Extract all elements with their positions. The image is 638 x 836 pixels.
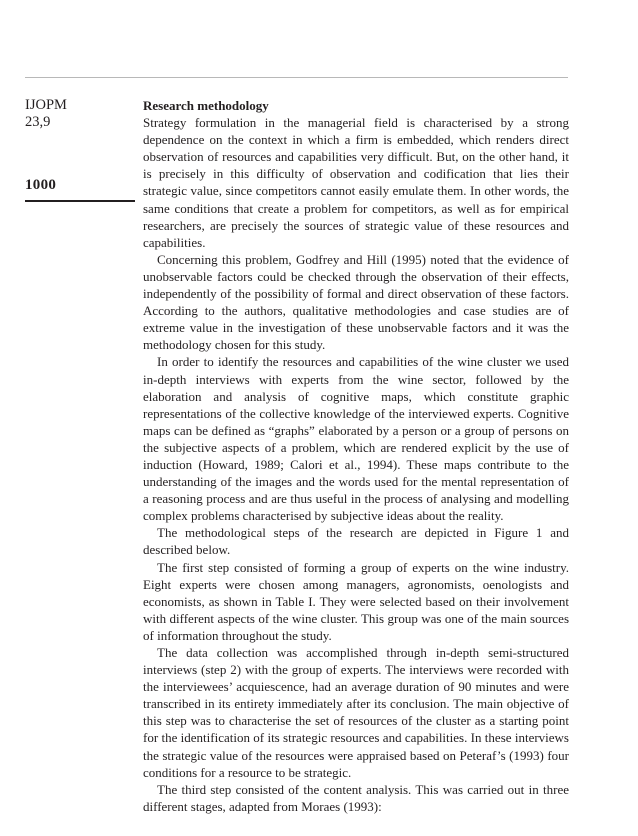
paragraph: The methodological steps of the research are depicted in Figure 1 and described below.	[143, 525, 569, 558]
page-number: 1000	[25, 177, 57, 193]
volume-issue: 23,9	[25, 114, 51, 130]
header-rule	[25, 77, 568, 78]
section-heading: Research methodology	[143, 98, 269, 113]
paragraph: In order to identify the resources and capabilities of the wine cluster we used in-depth interviews with experts from the wine sector, followed by the elaboration and analysis of cognitive maps, which constitute graphic representations of the collective knowledge of the interviewed experts. Cognitive maps can be defined as “graphs” elaborated by a person or a group of persons on the subjective aspects of a problem, which are rendered explicit by the use of induction (Howard, 1989; Calori et al., 1994). These maps contribute to the understanding of the images and the words used for the mental representation of a reasoning process and are thus useful in the process of analysing and modelling complex problems characterised by subjective ideas about the reality.	[143, 354, 569, 524]
article-body	[143, 97, 569, 815]
page-number-rule	[25, 200, 135, 202]
paragraph: The third step consisted of the content analysis. This was carried out in three different stages, adapted from Moraes (1993):	[143, 781, 569, 814]
journal-name: IJOPM	[25, 97, 67, 113]
paragraph: Concerning this problem, Godfrey and Hill (1995) noted that the evidence of unobservable factors could be checked through the observation of their effects, independently of the possibility of formal and direct observation of these factors. According to the authors, qualitative methodologies and case studies are of extreme value in the investigation of these unobservable factors and it was the methodology chosen for this study.	[143, 251, 569, 353]
paragraph: The data collection was accomplished through in-depth semi-structured interviews (step 2) with the group of experts. The interviews were recorded with the interviewees’ acquiescence, had an average duration of 90 minutes and were transcribed in its entirety immediately after its conclusion. The main objective of this step was to characterise the set of resources of the cluster as a starting point for the identification of its strategic resources and capabilities. In these interviews the strategic value of the resources were appraised based on Peteraf’s (1993) four conditions for a resource to be strategic.	[143, 645, 569, 780]
paragraph: The first step consisted of forming a group of experts on the wine industry. Eight experts were chosen among managers, agronomists, oenologists and economists, as shown in Table I. They were selected based on their involvement with different aspects of the wine cluster. This group was one of the main sources of information throughout the study.	[143, 559, 569, 643]
margin-column	[25, 97, 137, 193]
paragraph: Strategy formulation in the managerial field is characterised by a strong dependence on the context in which a firm is embedded, which renders direct observation of resources and capabilities very difficult. But, on the other hand, it is precisely in this difficulty of observation and codification that lies their strategic value, since competitors cannot easily emulate them. In other words, the same conditions that create a problem for competitors, as well as for empirical researchers, are precisely the sources of strategic value of these resources and capabilities.	[143, 115, 569, 250]
